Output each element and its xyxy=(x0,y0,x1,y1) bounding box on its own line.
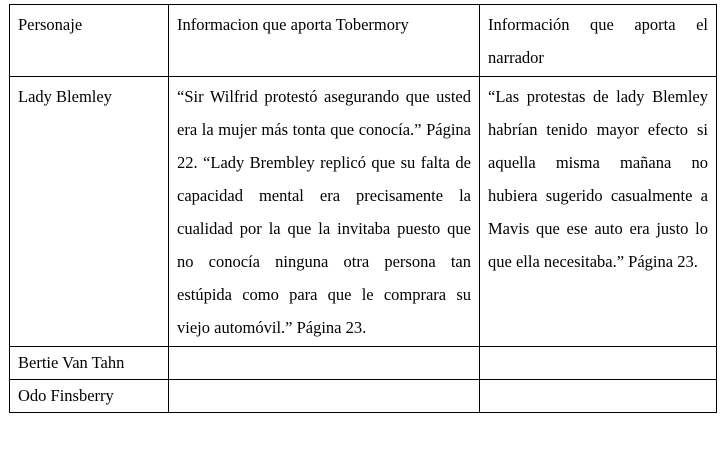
table-row xyxy=(10,77,717,347)
character-table xyxy=(9,4,717,413)
table-row xyxy=(10,380,717,413)
cell-personaje: Odo Finsberry xyxy=(10,380,169,413)
table-row xyxy=(10,347,717,380)
cell-narrador xyxy=(480,347,717,380)
header-personaje: Personaje xyxy=(10,5,169,77)
cell-personaje: Bertie Van Tahn xyxy=(10,347,169,380)
cell-narrador: “Las protestas de lady Blemley habrían tenido mayor efecto si aquella misma mañana no hubiera sugerido casualmente a Mavis que ese auto era justo lo que ella necesitaba.” Página 23. xyxy=(480,77,717,347)
cell-personaje: Lady Blemley xyxy=(10,77,169,347)
header-narrador: Información que aporta el narrador xyxy=(480,5,717,77)
header-tobermory: Informacion que aporta Tobermory xyxy=(169,5,480,77)
table-header-row xyxy=(10,5,717,77)
cell-narrador xyxy=(480,380,717,413)
cell-tobermory: “Sir Wilfrid protestó asegurando que usted era la mujer más tonta que conocía.” Página 22. “Lady Brembley replicó que su falta de capacidad mental era precisamente la cualidad por la que la invitaba puesto que no conocía ninguna otra persona tan estúpida como para que le comprara su viejo automóvil.” Página 23. xyxy=(169,77,480,347)
cell-tobermory xyxy=(169,347,480,380)
cell-tobermory xyxy=(169,380,480,413)
